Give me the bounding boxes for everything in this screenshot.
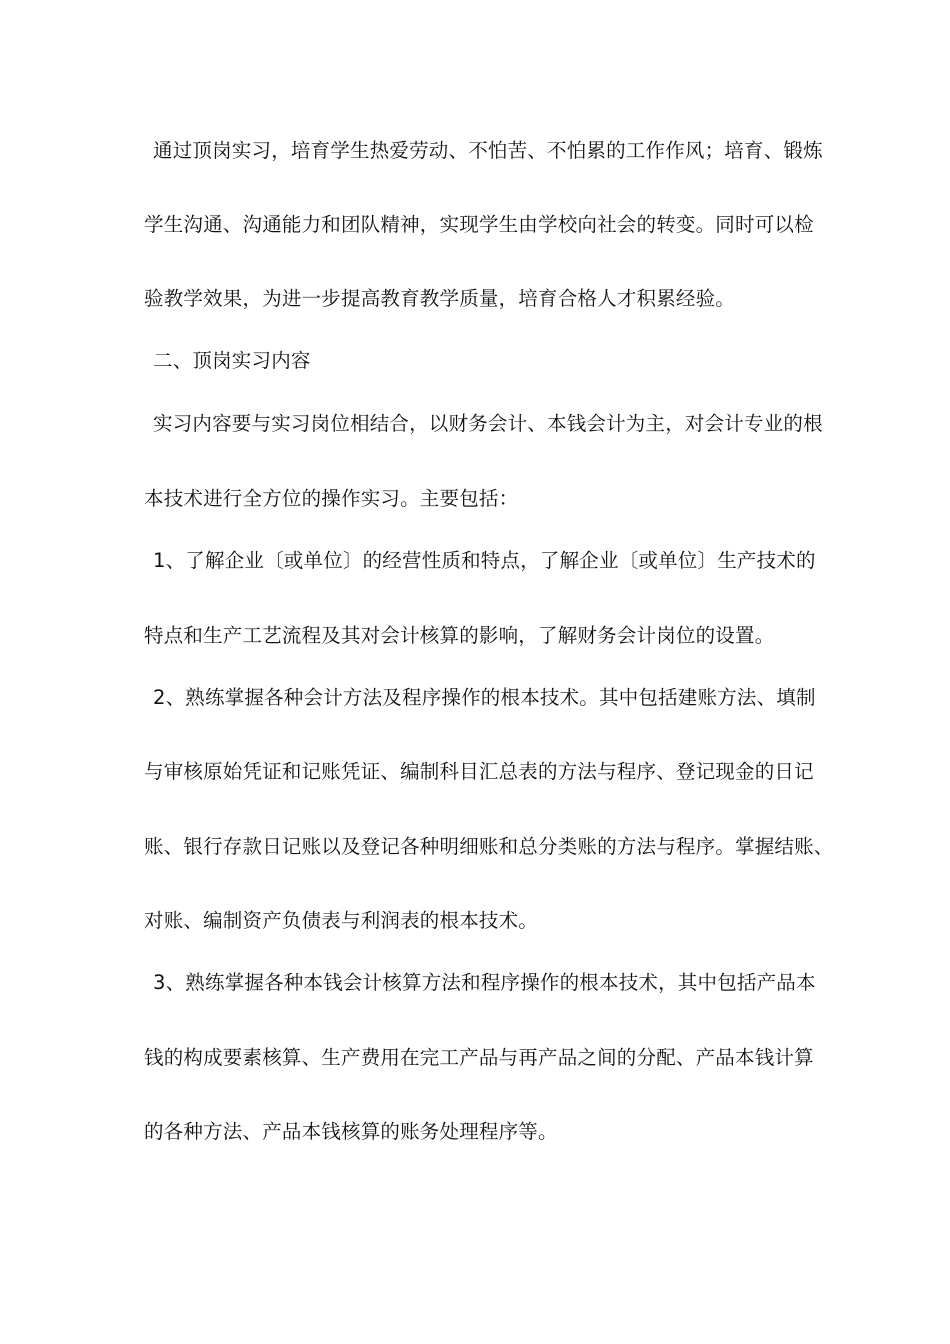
list-item-line: 1、了解企业〔或单位〕的经营性质和特点，了解企业〔或单位〕生产技术的 xyxy=(153,549,816,572)
list-item-line: 2、熟练掌握各种会计方法及程序操作的根本技术。其中包括建账方法、填制 xyxy=(153,686,816,709)
paragraph-line: 实习内容要与实习岗位相结合，以财务会计、本钱会计为主，对会计专业的根 xyxy=(153,412,823,435)
list-item-line: 3、熟练掌握各种本钱会计核算方法和程序操作的根本技术，其中包括产品本 xyxy=(153,971,816,994)
paragraph-line: 通过顶岗实习，培育学生热爱劳动、不怕苦、不怕累的工作作风；培育、锻炼 xyxy=(153,139,823,162)
section-heading: 二、顶岗实习内容 xyxy=(153,349,311,372)
list-item-line: 特点和生产工艺流程及其对会计核算的影响，了解财务会计岗位的设置。 xyxy=(144,624,775,647)
list-item-line: 与审核原始凭证和记账凭证、编制科目汇总表的方法与程序、登记现金的日记 xyxy=(144,760,814,783)
list-item-line: 钱的构成要素核算、生产费用在完工产品与再产品之间的分配、产品本钱计算 xyxy=(144,1046,814,1069)
paragraph-line: 本技术进行全方位的操作实习。主要包括： xyxy=(144,487,519,510)
list-item-line: 账、银行存款日记账以及登记各种明细账和总分类账的方法与程序。掌握结账、 xyxy=(144,835,834,858)
paragraph-line: 验教学效果，为进一步提高教育教学质量，培育合格人才积累经验。 xyxy=(144,287,736,310)
list-item-line: 对账、编制资产负债表与利润表的根本技术。 xyxy=(144,909,539,932)
list-item-line: 的各种方法、产品本钱核算的账务处理程序等。 xyxy=(144,1120,558,1143)
paragraph-line: 学生沟通、沟通能力和团队精神，实现学生由学校向社会的转变。同时可以检 xyxy=(144,213,814,236)
